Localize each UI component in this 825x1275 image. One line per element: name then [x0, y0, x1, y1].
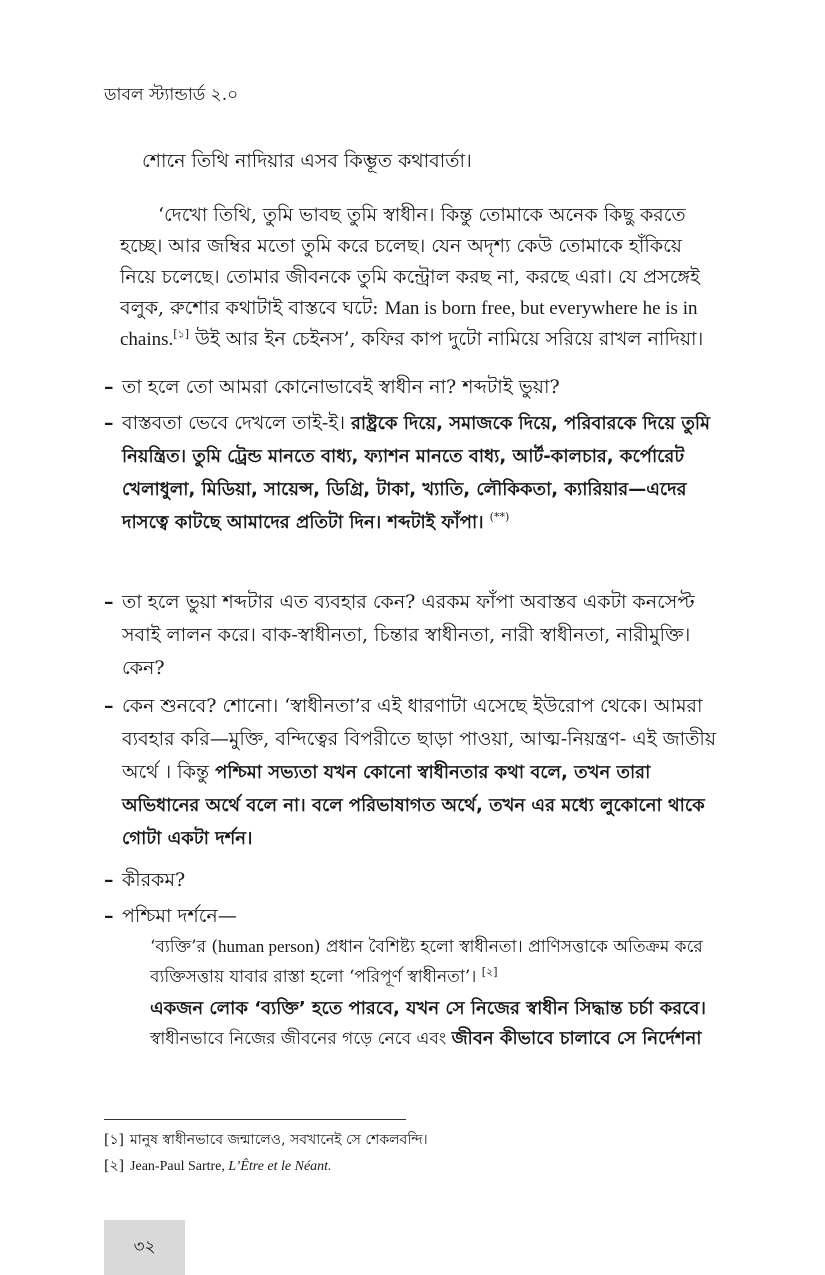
- dialogue-text: কীরকম?: [122, 869, 186, 891]
- footnote-2: [104, 1154, 332, 1179]
- dialogue-dash: –: [104, 695, 114, 717]
- dialogue-dash: –: [104, 412, 114, 434]
- footnote-label: [২]: [104, 1158, 125, 1174]
- dialogue-line-4: [104, 690, 720, 855]
- dialogue-bold-text: পশ্চিমা সভ্যতা যখন কোনো স্বাধীনতার কথা বলে, তখন তারা অভিধানের অর্থে বলে না। বলে পরিভাষাগত অর্থে, তখন এর মধ্যে লুকোনো থাকে গোটা একটা দর্শন।: [122, 762, 705, 849]
- footnote-label: [১]: [104, 1132, 125, 1148]
- paragraph-intro: শোনে তিথি নাদিয়ার এসব কিম্ভূত কথাবার্তা।: [142, 150, 472, 172]
- quote-bold-text-end: জীবন কীভাবে চালাবে সে নির্দেশনা: [451, 1028, 702, 1049]
- note-marker: (**): [489, 510, 510, 524]
- running-header: ডাবল স্ট্যান্ডার্ড ২.০: [104, 85, 239, 105]
- dialogue-bold-text: রাষ্ট্রকে দিয়ে, সমাজকে দিয়ে, পরিবারকে দিয়ে তুমি নিয়ন্ত্রিত। তুমি ট্রেন্ড মানতে বাধ্য, ফ্যাশন মানতে বাধ্য, আর্ট-কালচার, কর্পোরেট খেলাধুলা, মিডিয়া, সায়েন্স, ডিগ্রি, টাকা, খ্যাতি, লৌকিকতা, ক্যারিয়ার—এদের দাসত্বে কাটছে আমাদের প্রতিটা দিন। শব্দটাই ফাঁপা।: [122, 413, 710, 533]
- quote-text: ‘ব্যক্তি’র (: [150, 937, 218, 957]
- block-quote-1: [150, 932, 720, 992]
- footnote-ref-1[interactable]: [১]: [173, 327, 190, 341]
- paragraph-nadia-speech: [120, 200, 720, 355]
- dialogue-line-2: [104, 407, 720, 539]
- footnote-title: L’Être et le Néant.: [228, 1159, 332, 1174]
- quote-text-end: ) প্রধান বৈশিষ্ট্য হলো স্বাধীনতা। প্রাণিসত্তাকে অতিক্রম করে ব্যক্তিসত্তায় যাবার রাস্তা হলো ‘পরিপূর্ণ স্বাধীনতা’।: [150, 937, 703, 987]
- dialogue-text: কেন শুনবে? শোনো। ‘স্বাধীনতা’র এই ধারণাটা এসেছে ইউরোপ থেকে। আমরা ব্যবহার করি—মুক্তি, বন্দিত্বের বিপরীতে ছাড়া পাওয়া, আত্ম-নিয়ন্ত্রণ- এই জাতীয় অর্থে । কিন্তু: [122, 695, 717, 783]
- page-number: ৩২: [104, 1220, 185, 1275]
- dialogue-dash: –: [104, 905, 114, 927]
- dialogue-line-6: [104, 900, 720, 933]
- speech-text: ‘দেখো তিথি, তুমি ভাবছ তুমি স্বাধীন। কিন্তু তোমাকে অনেক কিছু করতে হচ্ছে। আর জম্বির মতো তুমি করে চলেছ। যেন অদৃশ্য কেউ তোমাকে হাঁকিয়ে নিয়ে চলেছে। তোমার জীবনকে তুমি কন্ট্রোল করছ না, করছে এরা। যে প্রসঙ্গেই বলুক, রুশোর কথাটাই বাস্তবে ঘটে:: [120, 204, 700, 319]
- footnote-1: [104, 1128, 428, 1152]
- rousseau-quote: Man is born free, but everywhere he is in chains.: [120, 298, 698, 350]
- dialogue-dash: –: [104, 869, 114, 891]
- quote-english: human person: [217, 937, 314, 956]
- quote-bold-text: একজন লোক ‘ব্যক্তি’ হতে পারবে, যখন সে নিজের স্বাধীন সিদ্ধান্ত চর্চা করবে।: [150, 998, 706, 1019]
- dialogue-text: তা হলে ভুয়া শব্দটার এত ব্যবহার কেন? এরকম ফাঁপা অবাস্তব একটা কনসেপ্ট সবাই লালন করে। বাক-স্বাধীনতা, চিন্তার স্বাধীনতা, নারী স্বাধীনতা, নারীমুক্তি। কেন?: [122, 591, 695, 679]
- dialogue-text: বাস্তবতা ভেবে দেখলে তাই-ই।: [122, 412, 352, 434]
- dialogue-line-1: [104, 371, 720, 404]
- quote-text: স্বাধীনভাবে নিজের জীবনের গড়ে নেবে এবং: [150, 1029, 452, 1049]
- dialogue-line-5: [104, 864, 720, 897]
- block-quote-2: [150, 994, 720, 1054]
- dialogue-line-3: [104, 586, 720, 685]
- footnote-divider: [104, 1119, 406, 1120]
- dialogue-text: তা হলে তো আমরা কোনোভাবেই স্বাধীন না? শব্দটাই ভুয়া?: [122, 376, 560, 398]
- dialogue-dash: –: [104, 376, 114, 398]
- footnote-author: Jean-Paul Sartre,: [130, 1159, 229, 1174]
- speech-text-end: উই আর ইন চেইনস’, কফির কাপ দুটো নামিয়ে সরিয়ে রাখল নাদিয়া।: [189, 328, 704, 350]
- dialogue-text: পশ্চিমা দর্শনে—: [122, 905, 237, 927]
- footnote-text: মানুষ স্বাধীনভাবে জন্মালেও, সবখানেই সে শেকলবন্দি।: [130, 1132, 428, 1148]
- dialogue-dash: –: [104, 591, 114, 613]
- footnote-ref-2[interactable]: [২]: [481, 965, 498, 979]
